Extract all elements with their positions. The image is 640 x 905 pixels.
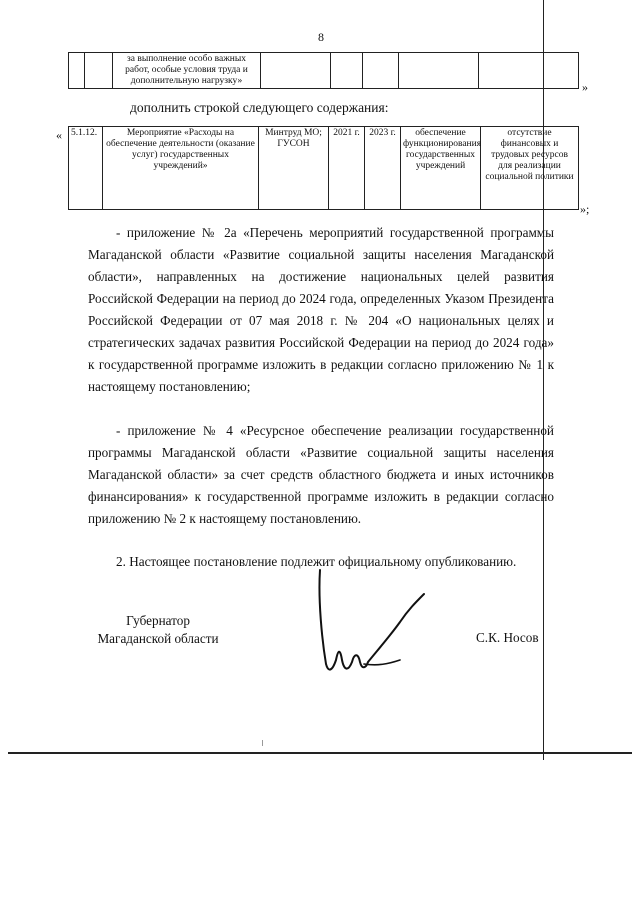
table-top-fragment <box>68 52 579 89</box>
table-row <box>69 127 579 210</box>
subtitle: дополнить строкой следующего содержания: <box>130 100 389 115</box>
close-quote-mark: » <box>582 80 588 94</box>
bottom-rule <box>8 752 632 754</box>
cell-result: обеспечение функционирования государственных учреждений <box>401 127 481 210</box>
paragraph-appendix-4: - приложение № 4 «Ресурсное обеспечение реализации государственной программы Магаданской области «Развитие социальной защиты населения Магаданской области» за счет средств областного бюджета и иных источников финансирования» к государственной программе изложить в редакции согласно приложению № 2 к настоящему постановлению. <box>88 423 554 526</box>
paragraph-appendix-2a: - приложение № 2а «Перечень мероприятий государственной программы Магаданской области «Развитие социальной защиты населения Магаданской области», направленных на достижение национальных целей развития Российской Федерации на период до 2024 года, определенных Указом Президента Российской Федерации от 07 мая 2018 г. № 204 «О национальных целях и стратегических задачах развития Российской Федерации на период до 2024 года» к государственной программе изложить в редакции согласно приложению № 1 к настоящему постановлению; <box>88 225 554 394</box>
handwritten-signature <box>318 560 428 680</box>
table-new-row <box>68 126 579 210</box>
cell-start-year: 2021 г. <box>329 127 365 210</box>
cell-executor: Минтруд МО; ГУСОН <box>259 127 329 210</box>
paragraph-publication: 2. Настоящее постановление подлежит официальному опубликованию. <box>116 554 517 569</box>
close-quote-semicolon: »; <box>580 202 590 216</box>
cell-measure: Мероприятие «Расходы на обеспечение деятельности (оказание услуг) государственных учреждений» <box>103 127 259 210</box>
governor-title: Губернатор Магаданской области <box>97 613 219 646</box>
cell-code: 5.1.12. <box>69 127 103 210</box>
signer-name: С.К. Носов <box>476 630 539 645</box>
page-number: 8 <box>318 30 324 44</box>
scan-mark <box>262 740 263 746</box>
cell-consequence: отсутствие финансовых и трудовых ресурсов для реализации социальной политики <box>481 127 579 210</box>
cell-end-year: 2023 г. <box>365 127 401 210</box>
table-row <box>69 53 579 89</box>
table-cell-measure: за выполнение особо важных работ, особые условия труда и дополнительную нагрузку» <box>113 53 261 89</box>
open-quote-mark: « <box>56 128 62 142</box>
